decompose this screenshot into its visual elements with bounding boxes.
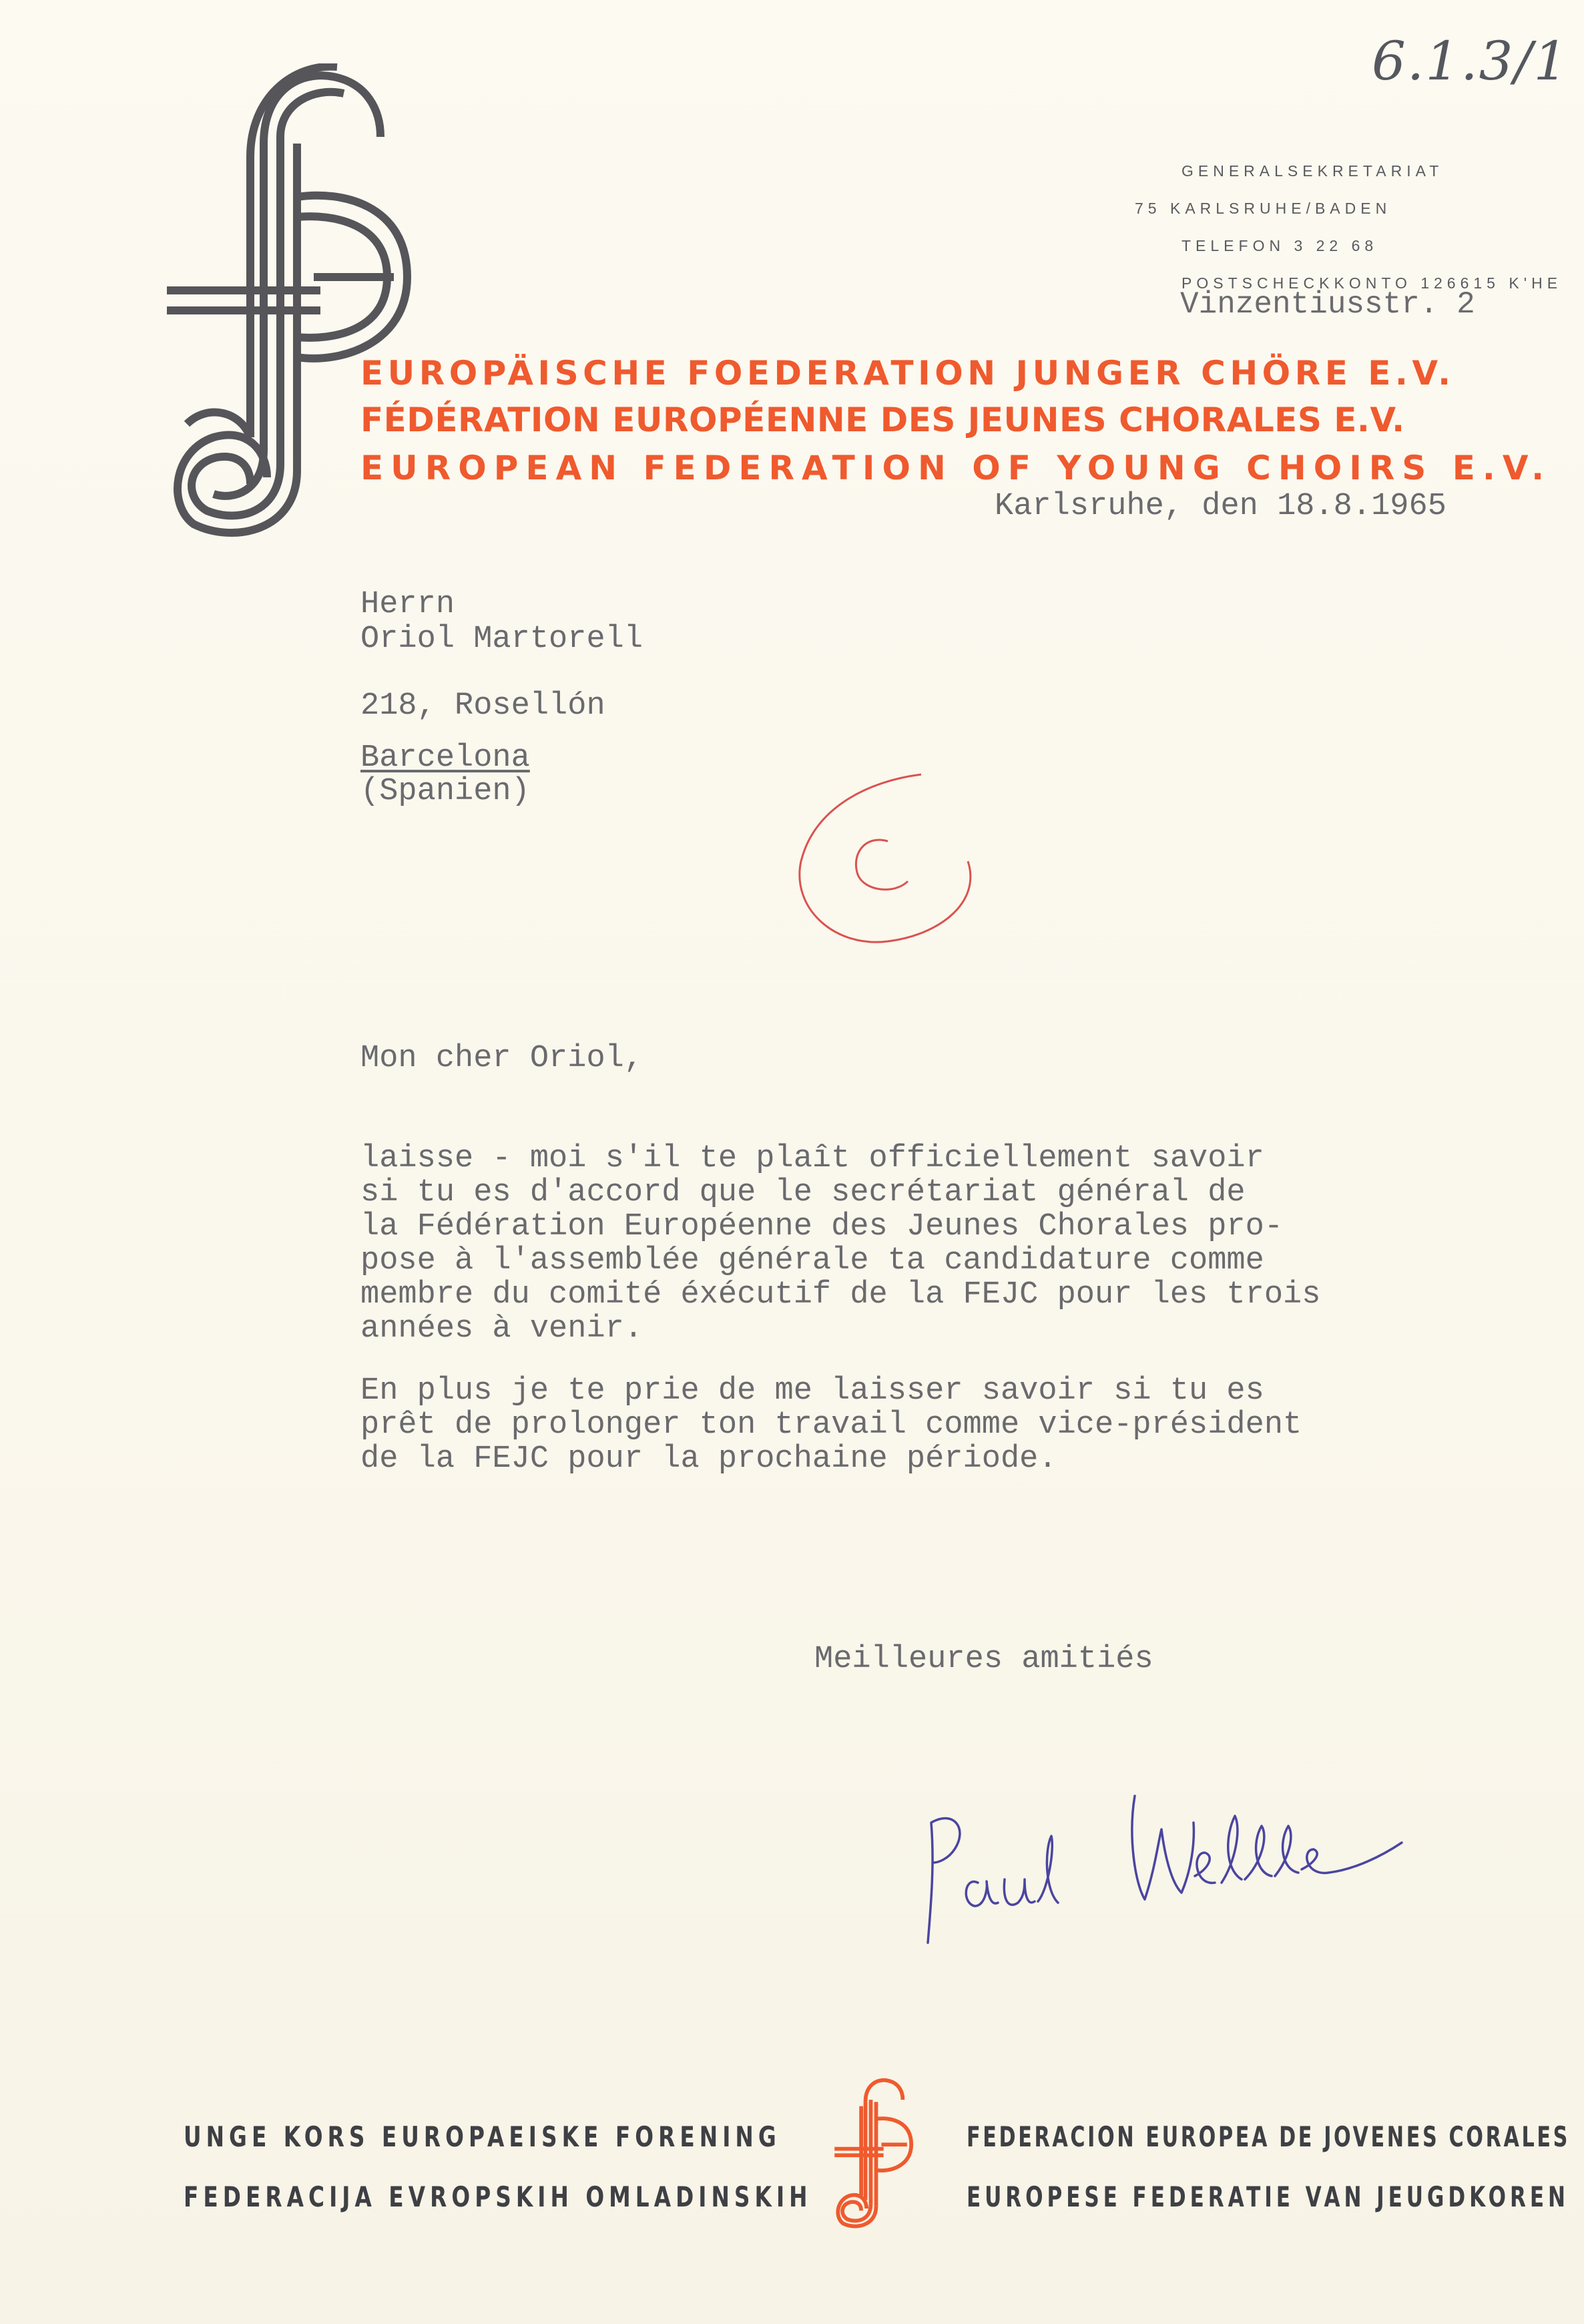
letter-greeting: Mon cher Oriol,	[360, 1041, 643, 1076]
org-name-english: EUROPEAN FEDERATION OF YOUNG CHOIRS E.V.	[360, 449, 1552, 487]
letter-paragraph-2: En plus je te prie de me laisser savoir si tu es prêt de prolonger ton travail comme vice-président de la FEJC pour la prochaine période.	[360, 1373, 1302, 1477]
fejc-small-logo-icon	[831, 2076, 921, 2230]
red-pencil-mark-icon	[788, 768, 988, 955]
footer-yugoslav-name: FEDERACIJA EVROPSKIH OMLADINSKIH	[184, 2180, 812, 2213]
footer-spanish-name: FEDERACION EUROPEA DE JOVENES CORALES	[967, 2120, 1570, 2153]
secretariat-city: 75 KARLSRUHE/BADEN	[1135, 200, 1392, 217]
secretariat-phone: TELEFON 3 22 68	[1181, 237, 1378, 254]
recipient-name: Oriol Martorell	[360, 622, 643, 657]
org-name-german: EUROPÄISCHE FOEDERATION JUNGER CHÖRE E.V.	[360, 354, 1455, 393]
secretariat-postal-account: POSTSCHECKKONTO 126615 K'HE	[1181, 274, 1563, 292]
date-line: Karlsruhe, den 18.8.1965	[995, 489, 1446, 524]
secretariat-block	[1135, 152, 1562, 302]
recipient-salutation: Herrn	[360, 587, 455, 622]
org-name-french: FÉDÉRATION EUROPÉENNE DES JEUNES CHORALES E.V.	[360, 401, 1405, 439]
handwritten-signature	[914, 1769, 1448, 1956]
footer-dutch-name: EUROPESE FEDERATIE VAN JEUGDKOREN	[967, 2180, 1569, 2213]
recipient-street: 218, Rosellón	[360, 688, 605, 724]
recipient-city: Barcelona	[360, 740, 530, 776]
archive-reference: 6.1.3/1	[1372, 30, 1569, 92]
recipient-country: (Spanien)	[360, 774, 530, 809]
secretariat-street: Vinzentiusstr. 2	[1180, 287, 1475, 322]
footer-danish-name: UNGE KORS EUROPAEISKE FORENING	[184, 2120, 781, 2153]
letter-closing: Meilleures amitiés	[814, 1642, 1153, 1677]
secretariat-title: GENERALSEKRETARIAT	[1181, 162, 1444, 180]
letter-paragraph-1: laisse - moi s'il te plaît officiellement savoir si tu es d'accord que le secrétariat général de la Fédération Européenne des Jeunes Chorales pro- pose à l'assemblée générale ta candidature comme membre du comité éxécutif de la FEJC pour les trois années à venir.	[360, 1141, 1321, 1347]
